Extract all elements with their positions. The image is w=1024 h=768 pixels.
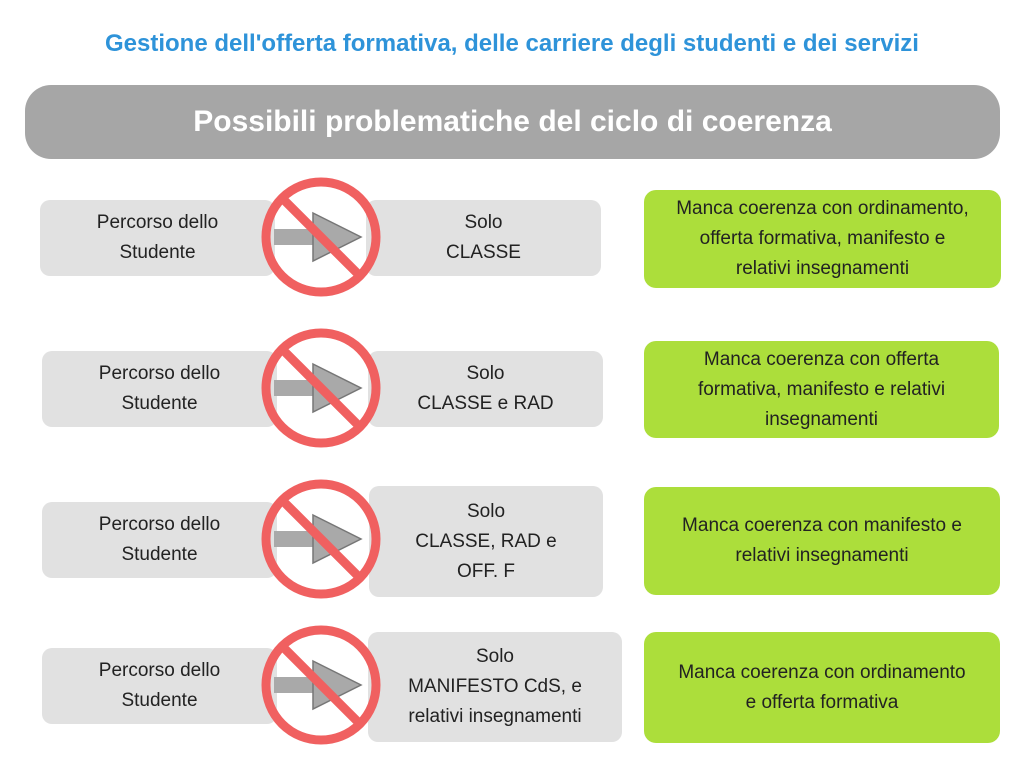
target-box-3 — [369, 486, 603, 597]
source-line: Percorso dello — [96, 212, 219, 233]
target-box-2 — [368, 351, 603, 427]
problem-line: insegnamenti — [764, 408, 879, 430]
problem-line: relativi insegnamenti — [735, 258, 910, 279]
problem-line: Manca coerenza con ordinamento, — [676, 198, 969, 219]
target-line: CLASSE, RAD e — [415, 530, 557, 552]
problem-line: offerta formativa, manifesto e — [699, 228, 946, 249]
page-title: Gestione dell'offerta formativa, delle carriere degli studenti e dei servizi — [105, 30, 919, 57]
target-line: CLASSE e RAD — [417, 393, 554, 414]
problem-box-1 — [644, 190, 1001, 288]
target-line: Solo — [466, 363, 505, 384]
target-box-4 — [368, 632, 622, 742]
problem-line: relativi insegnamenti — [735, 545, 909, 566]
section-banner — [25, 85, 1000, 159]
source-line: Studente — [121, 690, 198, 711]
source-line: Studente — [119, 242, 196, 263]
target-line: OFF. F — [456, 560, 516, 582]
source-box-1 — [40, 200, 275, 276]
source-line: Percorso dello — [98, 514, 221, 535]
target-line: relativi insegnamenti — [408, 706, 582, 727]
prohibited-arrow-icon — [258, 476, 384, 602]
problem-line: Manca coerenza con ordinamento — [678, 661, 966, 683]
source-box-3 — [42, 502, 277, 578]
problem-line: formativa, manifesto e relativi — [697, 378, 946, 400]
problem-line: e offerta formativa — [745, 691, 899, 713]
source-box-4 — [42, 648, 277, 724]
problem-line: Manca coerenza con manifesto e — [682, 515, 962, 536]
prohibited-arrow-icon — [258, 622, 384, 748]
source-line: Studente — [121, 544, 198, 565]
source-line: Percorso dello — [98, 660, 221, 681]
target-line: Solo — [466, 500, 506, 522]
problem-box-3 — [644, 487, 1000, 595]
problem-box-2 — [644, 341, 999, 438]
target-line: Solo — [464, 212, 503, 233]
prohibited-arrow-icon — [258, 174, 384, 300]
problem-line: Manca coerenza con offerta — [703, 348, 940, 370]
target-line: MANIFESTO CdS, e — [408, 676, 582, 697]
source-line: Studente — [121, 393, 198, 414]
banner-title: Possibili problematiche del ciclo di coerenza — [193, 105, 832, 138]
problem-box-4 — [644, 632, 1000, 743]
target-line: Solo — [475, 646, 514, 667]
target-box-1 — [366, 200, 601, 276]
source-line: Percorso dello — [98, 363, 221, 384]
target-line: CLASSE — [446, 242, 521, 263]
source-box-2 — [42, 351, 277, 427]
prohibited-arrow-icon — [258, 325, 384, 451]
